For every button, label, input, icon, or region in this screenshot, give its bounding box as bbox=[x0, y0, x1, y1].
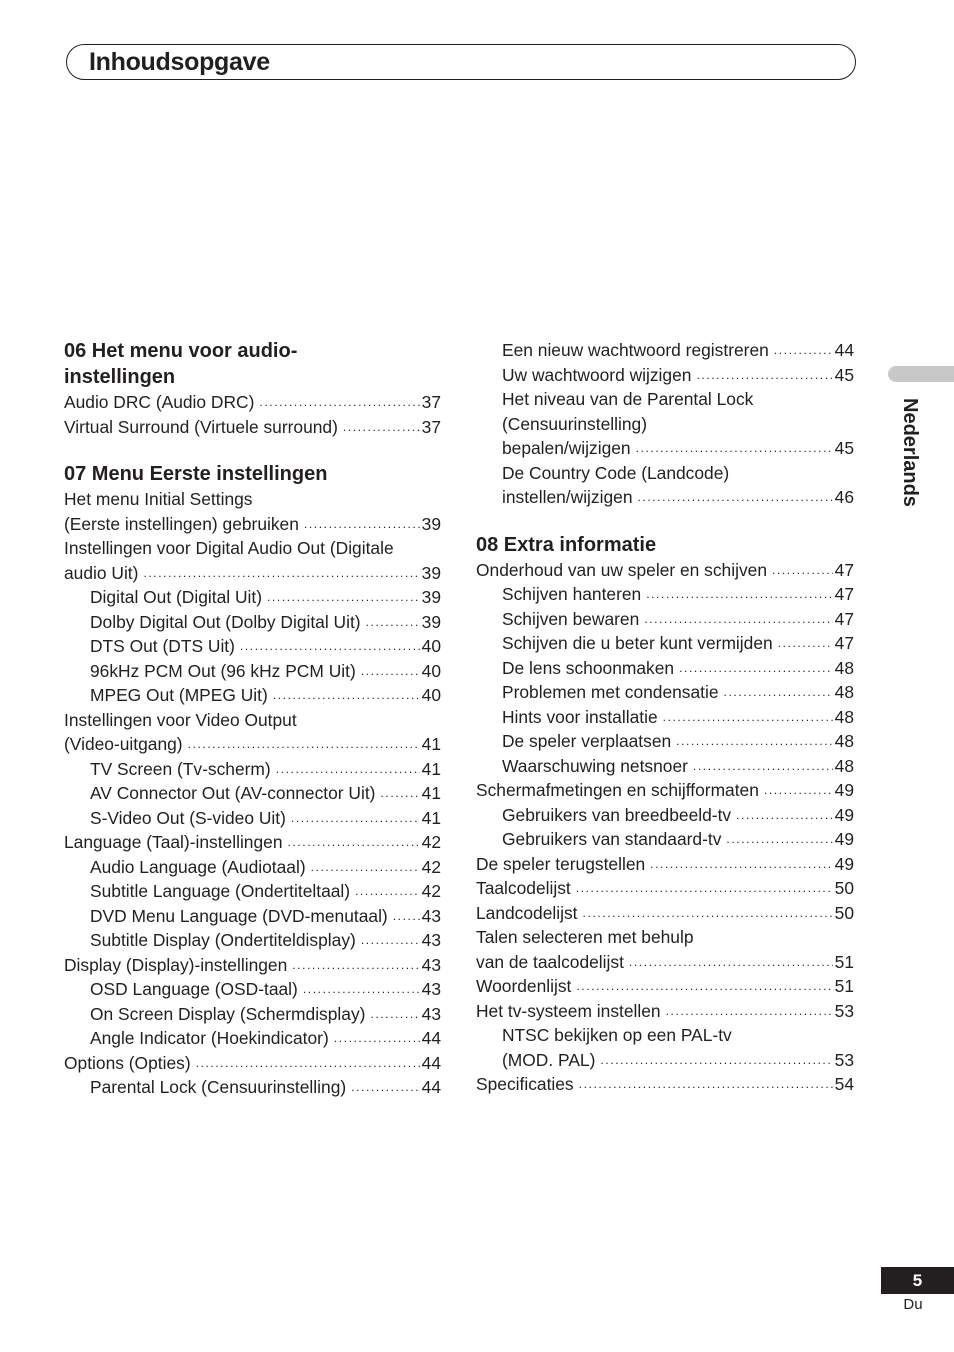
toc-entry[interactable] bbox=[476, 631, 854, 656]
dot-leader bbox=[143, 561, 419, 586]
toc-entry-line: De Country Code (Landcode) bbox=[502, 462, 730, 483]
toc-entry[interactable] bbox=[476, 901, 854, 926]
toc-right-column bbox=[476, 338, 854, 1097]
entry-page: 53 bbox=[834, 1049, 854, 1070]
entry-label: Specificaties bbox=[476, 1074, 574, 1094]
entry-label: Parental Lock (Censuurinstelling) bbox=[90, 1077, 347, 1097]
entry-page: 43 bbox=[421, 954, 441, 975]
entry-page: 44 bbox=[421, 1028, 441, 1048]
entry-page: 50 bbox=[834, 902, 854, 923]
section-06-heading bbox=[64, 338, 441, 390]
toc-entry[interactable] bbox=[476, 680, 854, 705]
entry-page: 40 bbox=[421, 660, 441, 681]
entry-page: 47 bbox=[834, 633, 854, 653]
entry-label: Onderhoud van uw speler en schijven bbox=[476, 559, 767, 580]
toc-entry[interactable] bbox=[476, 852, 854, 877]
entry-label: van de taalcodelijst bbox=[476, 951, 624, 972]
toc-entry-line: Talen selecteren met behulp bbox=[476, 927, 694, 947]
entry-label: S-Video Out (S-video Uit) bbox=[90, 807, 286, 828]
toc-entry[interactable] bbox=[64, 512, 441, 537]
entry-label: Schijven hanteren bbox=[502, 584, 642, 604]
dot-leader bbox=[774, 338, 833, 363]
dot-leader bbox=[196, 1051, 420, 1076]
dot-leader bbox=[343, 415, 420, 440]
dot-leader bbox=[576, 876, 833, 901]
entry-page: 40 bbox=[421, 636, 441, 656]
dot-leader bbox=[288, 830, 420, 855]
dot-leader bbox=[764, 778, 833, 803]
entry-page: 41 bbox=[421, 807, 441, 828]
toc-entry[interactable] bbox=[64, 561, 441, 586]
entry-page: 53 bbox=[834, 1000, 854, 1021]
toc-entry[interactable] bbox=[476, 754, 854, 779]
entry-label: Subtitle Language (Ondertiteltaal) bbox=[90, 881, 351, 901]
dot-leader bbox=[259, 390, 419, 415]
entry-page: 42 bbox=[421, 856, 441, 877]
entry-label: Landcodelijst bbox=[476, 902, 578, 923]
dot-leader bbox=[646, 582, 832, 607]
entry-page: 51 bbox=[834, 976, 854, 996]
dot-leader bbox=[291, 806, 420, 831]
toc-entry[interactable] bbox=[476, 827, 854, 852]
dot-leader bbox=[676, 729, 832, 754]
dot-leader bbox=[303, 977, 420, 1002]
entry-page: 49 bbox=[834, 804, 854, 825]
entry-label: Uw wachtwoord wijzigen bbox=[502, 364, 692, 385]
entry-page: 43 bbox=[421, 979, 441, 999]
dot-leader bbox=[696, 363, 832, 388]
entry-label: Een nieuw wachtwoord registreren bbox=[502, 340, 769, 360]
dot-leader bbox=[240, 634, 420, 659]
dot-leader bbox=[273, 683, 420, 708]
dot-leader bbox=[629, 950, 833, 975]
dot-leader bbox=[772, 558, 833, 583]
entry-label: Subtitle Display (Ondertiteldisplay) bbox=[90, 930, 356, 950]
entry-label: audio Uit) bbox=[64, 562, 139, 583]
entry-page: 41 bbox=[421, 734, 441, 754]
toc-entry[interactable] bbox=[64, 904, 441, 929]
toc-entry[interactable] bbox=[64, 806, 441, 831]
entry-label: DVD Menu Language (DVD-menutaal) bbox=[90, 905, 388, 926]
toc-entry[interactable] bbox=[64, 1026, 441, 1051]
dot-leader bbox=[693, 754, 833, 779]
dot-leader bbox=[361, 928, 420, 953]
entry-page: 46 bbox=[834, 487, 854, 507]
dot-leader bbox=[638, 485, 833, 510]
toc-entry[interactable] bbox=[476, 876, 854, 901]
entry-page: 37 bbox=[421, 416, 441, 437]
dot-leader bbox=[393, 904, 420, 929]
toc-entry[interactable] bbox=[476, 729, 854, 754]
page-title: Inhoudsopgave bbox=[89, 48, 270, 76]
entry-label: (MOD. PAL) bbox=[502, 1049, 596, 1070]
dot-leader bbox=[724, 680, 833, 705]
entry-label: OSD Language (OSD-taal) bbox=[90, 979, 298, 999]
entry-page: 48 bbox=[834, 706, 854, 727]
dot-leader bbox=[355, 879, 420, 904]
entry-label: Display (Display)-instellingen bbox=[64, 954, 288, 975]
toc-entry[interactable] bbox=[476, 436, 854, 461]
entry-label: Audio Language (Audiotaal) bbox=[90, 856, 306, 877]
toc-entry[interactable] bbox=[64, 659, 441, 684]
entry-page: 41 bbox=[421, 783, 441, 803]
entry-page: 49 bbox=[834, 829, 854, 849]
dot-leader bbox=[334, 1026, 420, 1051]
dot-leader bbox=[311, 855, 420, 880]
entry-label: De speler terugstellen bbox=[476, 853, 646, 874]
entry-page: 42 bbox=[421, 881, 441, 901]
toc-entry[interactable] bbox=[476, 999, 854, 1024]
entry-label: Schijven die u beter kunt vermijden bbox=[502, 633, 773, 653]
page-language-code: Du bbox=[903, 1296, 923, 1313]
toc-entry[interactable] bbox=[64, 415, 441, 440]
entry-label: (Eerste instellingen) gebruiken bbox=[64, 513, 299, 534]
section-07-heading: 07 Menu Eerste instellingen bbox=[64, 463, 328, 485]
entry-page: 48 bbox=[834, 731, 854, 751]
page-number: 5 bbox=[881, 1267, 954, 1294]
toc-entry-line: Het menu Initial Settings bbox=[64, 489, 253, 509]
dot-leader bbox=[736, 803, 833, 828]
toc-entry[interactable] bbox=[476, 1048, 854, 1073]
dot-leader bbox=[778, 631, 833, 656]
entry-label: (Video-uitgang) bbox=[64, 734, 183, 754]
entry-page: 49 bbox=[834, 780, 854, 800]
toc-entry[interactable] bbox=[64, 610, 441, 635]
dot-leader bbox=[644, 607, 832, 632]
dot-leader bbox=[663, 705, 833, 730]
toc-entry[interactable] bbox=[64, 953, 441, 978]
entry-label: Gebruikers van breedbeeld-tv bbox=[502, 804, 732, 825]
entry-label: Schermafmetingen en schijfformaten bbox=[476, 780, 759, 800]
dot-leader bbox=[726, 827, 832, 852]
dot-leader bbox=[579, 1072, 833, 1097]
dot-leader bbox=[583, 901, 833, 926]
entry-page: 37 bbox=[421, 392, 441, 412]
entry-label: Language (Taal)-instellingen bbox=[64, 832, 283, 852]
toc-entry[interactable] bbox=[476, 705, 854, 730]
entry-page: 39 bbox=[421, 587, 441, 607]
entry-page: 39 bbox=[421, 513, 441, 534]
dot-leader bbox=[267, 585, 420, 610]
toc-entry[interactable] bbox=[476, 656, 854, 681]
entry-label: Options (Opties) bbox=[64, 1052, 191, 1073]
entry-label: bepalen/wijzigen bbox=[502, 438, 631, 458]
section-08-heading: 08 Extra informatie bbox=[476, 533, 657, 556]
entry-label: On Screen Display (Schermdisplay) bbox=[90, 1003, 366, 1024]
entry-label: Hints voor installatie bbox=[502, 706, 658, 727]
toc-entry-line: NTSC bekijken op een PAL-tv bbox=[502, 1025, 732, 1045]
entry-page: 54 bbox=[834, 1074, 854, 1094]
toc-entry[interactable] bbox=[64, 585, 441, 610]
entry-label: TV Screen (Tv-scherm) bbox=[90, 758, 271, 779]
dot-leader bbox=[366, 610, 420, 635]
section-06-heading-line1: 06 Het menu voor audio- bbox=[64, 340, 298, 362]
entry-label: De lens schoonmaken bbox=[502, 657, 675, 678]
toc-entry[interactable] bbox=[64, 928, 441, 953]
toc-entry[interactable] bbox=[476, 607, 854, 632]
toc-entry[interactable] bbox=[64, 830, 441, 855]
entry-page: 45 bbox=[834, 364, 854, 385]
dot-leader bbox=[351, 1075, 420, 1100]
dot-leader bbox=[276, 757, 420, 782]
entry-page: 51 bbox=[834, 951, 854, 972]
dot-leader bbox=[361, 659, 420, 684]
entry-label: AV Connector Out (AV-connector Uit) bbox=[90, 783, 376, 803]
entry-label: Digital Out (Digital Uit) bbox=[90, 587, 263, 607]
entry-page: 48 bbox=[834, 682, 854, 702]
section-07-continued-entries bbox=[476, 338, 854, 510]
toc-entry[interactable] bbox=[476, 778, 854, 803]
toc-entry[interactable] bbox=[64, 977, 441, 1002]
entry-page: 47 bbox=[834, 584, 854, 604]
entry-page: 48 bbox=[834, 755, 854, 776]
toc-entry-line: Instellingen voor Video Output bbox=[64, 709, 297, 730]
entry-page: 48 bbox=[834, 657, 854, 678]
toc-entry[interactable] bbox=[476, 558, 854, 583]
entry-page: 43 bbox=[421, 930, 441, 950]
toc-entry[interactable] bbox=[64, 855, 441, 880]
dot-leader bbox=[188, 732, 420, 757]
toc-entry[interactable] bbox=[64, 1051, 441, 1076]
dot-leader bbox=[304, 512, 420, 537]
language-tab-marker bbox=[888, 366, 954, 382]
entry-label: Waarschuwing netsnoer bbox=[502, 755, 688, 776]
dot-leader bbox=[650, 852, 832, 877]
entry-label: De speler verplaatsen bbox=[502, 731, 672, 751]
entry-page: 39 bbox=[421, 562, 441, 583]
toc-entry[interactable] bbox=[476, 803, 854, 828]
entry-label: DTS Out (DTS Uit) bbox=[90, 636, 235, 656]
dot-leader bbox=[636, 436, 833, 461]
dot-leader bbox=[679, 656, 833, 681]
toc-left-column bbox=[64, 338, 441, 1100]
entry-label: Het tv-systeem instellen bbox=[476, 1000, 661, 1021]
toc-entry[interactable] bbox=[476, 1072, 854, 1097]
dot-leader bbox=[370, 1002, 419, 1027]
toc-entry[interactable] bbox=[64, 1075, 441, 1100]
toc-entry[interactable] bbox=[476, 582, 854, 607]
toc-entry[interactable] bbox=[64, 781, 441, 806]
entry-page: 40 bbox=[421, 685, 441, 705]
entry-label: Taalcodelijst bbox=[476, 878, 571, 898]
entry-label: Angle Indicator (Hoekindicator) bbox=[90, 1028, 329, 1048]
entry-label: 96kHz PCM Out (96 kHz PCM Uit) bbox=[90, 660, 356, 681]
dot-leader bbox=[666, 999, 833, 1024]
toc-entry[interactable] bbox=[64, 879, 441, 904]
toc-entry[interactable] bbox=[476, 338, 854, 363]
entry-page: 44 bbox=[421, 1077, 441, 1097]
entry-page: 43 bbox=[421, 905, 441, 926]
entry-page: 44 bbox=[421, 1052, 441, 1073]
dot-leader bbox=[576, 974, 832, 999]
toc-entry[interactable] bbox=[476, 950, 854, 975]
entry-label: instellen/wijzigen bbox=[502, 487, 633, 507]
language-tab-label: Nederlands bbox=[899, 398, 921, 507]
entry-page: 47 bbox=[834, 608, 854, 629]
dot-leader bbox=[292, 953, 419, 978]
entry-page: 47 bbox=[834, 559, 854, 580]
toc-entry-line: (Censuurinstelling) bbox=[502, 413, 647, 434]
entry-label: Audio DRC (Audio DRC) bbox=[64, 392, 255, 412]
section-06-entries bbox=[64, 390, 441, 439]
toc-entry[interactable] bbox=[64, 683, 441, 708]
dot-leader bbox=[380, 781, 419, 806]
title-bar bbox=[66, 44, 856, 80]
entry-page: 44 bbox=[834, 340, 854, 360]
section-07-entries bbox=[64, 487, 441, 1100]
entry-label: Gebruikers van standaard-tv bbox=[502, 829, 722, 849]
toc-entry-line: Het niveau van de Parental Lock bbox=[502, 389, 754, 409]
entry-page: 41 bbox=[421, 758, 441, 779]
toc-entry[interactable] bbox=[476, 485, 854, 510]
entry-page: 42 bbox=[421, 832, 441, 852]
toc-entry[interactable] bbox=[64, 732, 441, 757]
entry-label: Dolby Digital Out (Dolby Digital Uit) bbox=[90, 611, 361, 632]
entry-label: Woordenlijst bbox=[476, 976, 572, 996]
toc-entry[interactable] bbox=[476, 363, 854, 388]
section-08-entries bbox=[476, 558, 854, 1097]
entry-label: Problemen met condensatie bbox=[502, 682, 719, 702]
toc-entry[interactable] bbox=[64, 757, 441, 782]
section-06-heading-line2: instellingen bbox=[64, 366, 176, 388]
toc-entry[interactable] bbox=[64, 1002, 441, 1027]
toc-entry[interactable] bbox=[476, 974, 854, 999]
toc-entry-line: Instellingen voor Digital Audio Out (Digitale bbox=[64, 538, 394, 558]
entry-page: 50 bbox=[834, 878, 854, 898]
entry-label: MPEG Out (MPEG Uit) bbox=[90, 685, 268, 705]
toc-entry[interactable] bbox=[64, 390, 441, 415]
entry-page: 39 bbox=[421, 611, 441, 632]
dot-leader bbox=[600, 1048, 832, 1073]
toc-entry[interactable] bbox=[64, 634, 441, 659]
entry-page: 49 bbox=[834, 853, 854, 874]
entry-page: 43 bbox=[421, 1003, 441, 1024]
entry-page: 45 bbox=[834, 438, 854, 458]
entry-label: Schijven bewaren bbox=[502, 608, 640, 629]
entry-label: Virtual Surround (Virtuele surround) bbox=[64, 416, 338, 437]
